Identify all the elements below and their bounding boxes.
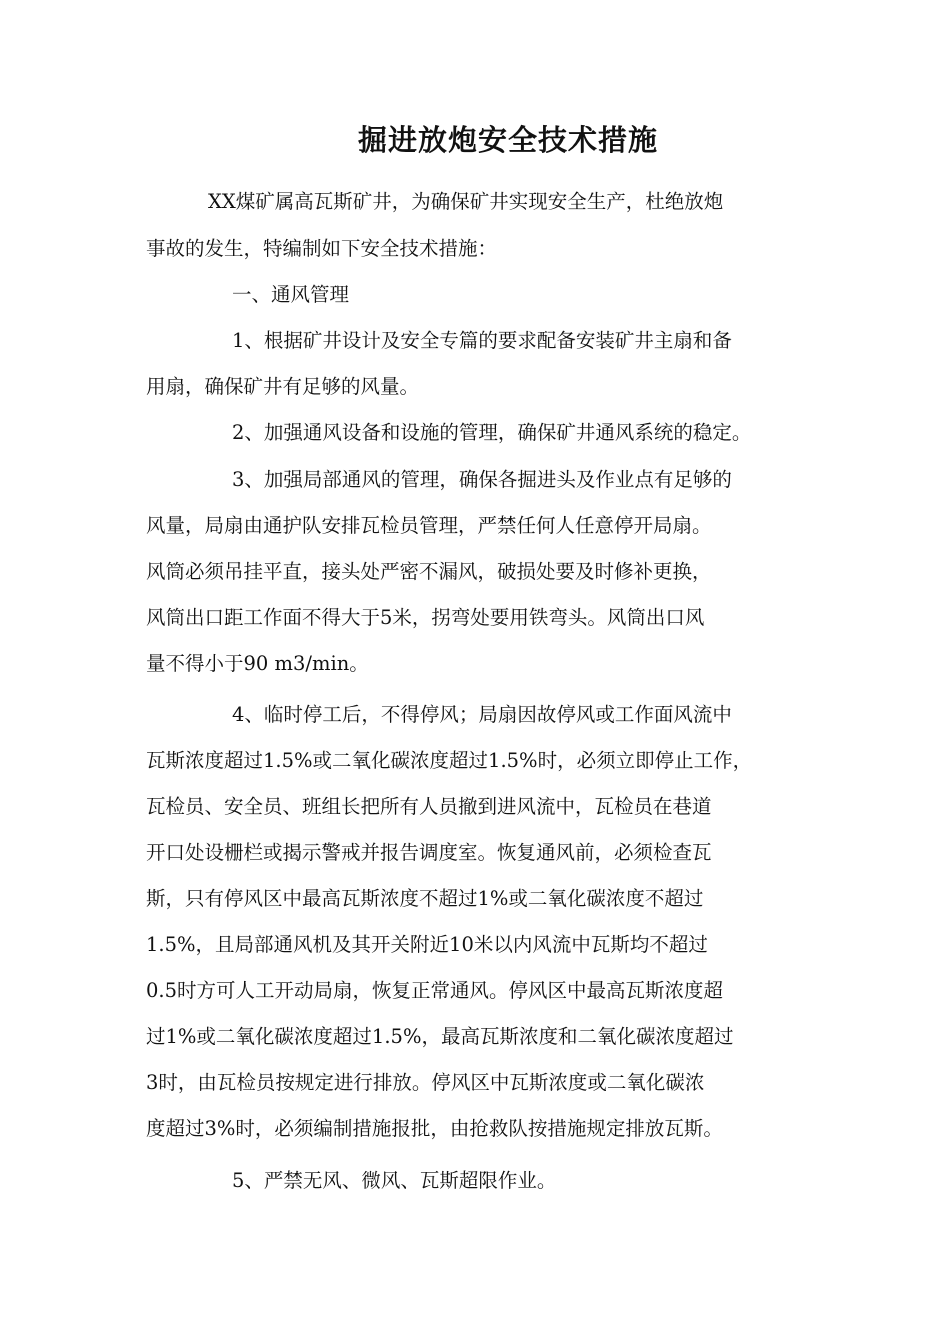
- paragraph-line: 0.5时方可人工开动局扇，恢复正常通风。停风区中最高瓦斯浓度超: [146, 979, 724, 1002]
- paragraph-line: 量不得小于90 m3/min。: [146, 652, 369, 675]
- paragraph-line: 开口处设栅栏或揭示警戒并报告调度室。恢复通风前，必须检查瓦: [146, 841, 712, 864]
- paragraph-line: 用扇，确保矿井有足够的风量。: [146, 375, 420, 398]
- paragraph-line: 度超过3%时，必须编制措施报批，由抢救队按措施规定排放瓦斯。: [146, 1117, 723, 1140]
- paragraph-line: 斯，只有停风区中最高瓦斯浓度不超过1%或二氧化碳浓度不超过: [146, 887, 704, 910]
- paragraph-line: 1.5%，且局部通风机及其开关附近10米以内风流中瓦斯均不超过: [146, 933, 708, 956]
- paragraph-line: XX煤矿属高瓦斯矿井，为确保矿井实现安全生产，杜绝放炮: [208, 190, 724, 213]
- paragraph-line: 2、加强通风设备和设施的管理，确保矿井通风系统的稳定。: [232, 421, 752, 444]
- document-title: 掘进放炮安全技术措施: [357, 123, 658, 157]
- paragraph-line: 风量，局扇由通护队安排瓦检员管理，严禁任何人任意停开局扇。: [146, 514, 712, 537]
- paragraph-line: 事故的发生，特编制如下安全技术措施：: [146, 237, 498, 260]
- paragraph-line: 瓦斯浓度超过1.5%或二氧化碳浓度超过1.5%时，必须立即停止工作，: [146, 749, 753, 772]
- paragraph-line: 风筒出口距工作面不得大于5米，拐弯处要用铁弯头。风筒出口风: [146, 606, 705, 629]
- section-heading: 一、通风管理: [232, 283, 350, 306]
- paragraph-line: 过1%或二氧化碳浓度超过1.5%，最高瓦斯浓度和二氧化碳浓度超过: [146, 1025, 734, 1048]
- paragraph-line: 5、严禁无风、微风、瓦斯超限作业。: [232, 1169, 557, 1192]
- paragraph-line: 瓦检员、安全员、班组长把所有人员撤到进风流中，瓦检员在巷道: [146, 795, 712, 818]
- paragraph-line: 4、临时停工后，不得停风；局扇因故停风或工作面风流中: [232, 703, 732, 726]
- paragraph-line: 3时，由瓦检员按规定进行排放。停风区中瓦斯浓度或二氧化碳浓: [146, 1071, 705, 1094]
- paragraph-line: 1、根据矿井设计及安全专篇的要求配备安装矿井主扇和备: [232, 329, 732, 352]
- paragraph-line: 3、加强局部通风的管理，确保各掘进头及作业点有足够的: [232, 468, 732, 491]
- paragraph-line: 风筒必须吊挂平直，接头处严密不漏风，破损处要及时修补更换，: [146, 560, 712, 583]
